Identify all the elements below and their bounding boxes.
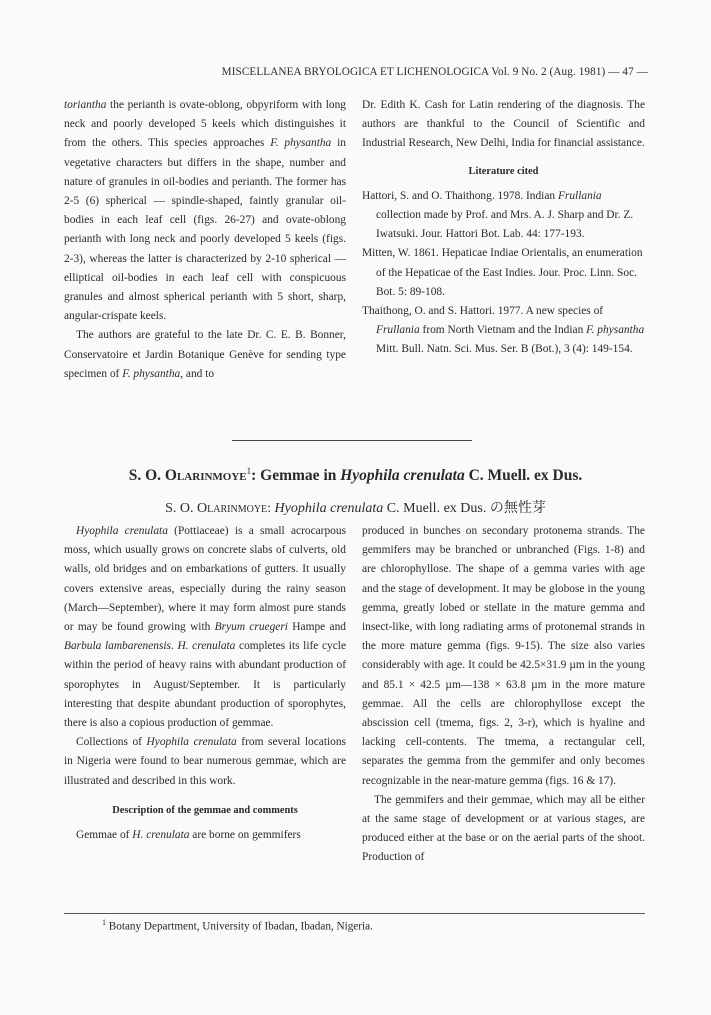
running-head: MISCELLANEA BRYOLOGICA ET LICHENOLOGICA Vol. 9 No. 2 (Aug. 1981) — 47 — <box>221 66 648 78</box>
paragraph: The gemmifers and their gemmae, which may all be either at the same stage of development or at various stages, are produced either at the base or on the aerial parts of the shoot. Production of <box>362 793 645 864</box>
reference-item: Mitten, W. 1861. Hepaticae Indiae Orientalis, an enumeration of the Hepaticae of the East Indies. Jour. Proc. Linn. Soc. Bot. 5: 89-108. <box>362 247 643 298</box>
article-right-column <box>362 522 645 868</box>
footnote-rule <box>64 913 645 914</box>
prev-article-right-column <box>362 96 645 360</box>
article-subtitle-japanese: S. O. Olarinmoye: Hyophila crenulata C. Muell. ex Dus. の無性芽 <box>165 501 546 516</box>
article-title: S. O. Olarinmoye$^1$: Gemmae in Hyophila crenulata C. Muell. ex Dus. <box>128 466 583 485</box>
paragraph: Hyophila crenulata (Pottiaceae) is a small acrocarpous moss, which usually grows on concrete slabs of culverts, old walls, old bridges and on embarkations of gutters. It usually covers extensive areas, especially during the rainy season (March—September), where it may form almost pure stands or may be found growing with Bryum cruegeri Hampe and Barbula lambarenensis. H. crenulata completes its life cycle within the period of heavy rains with abundant production of sporophytes in August/September. It is particularly interesting that despite abundant production of sporophytes, there is also a copious production of gemmae. <box>64 525 347 730</box>
paragraph: Gemmae of H. crenulata are borne on gemmifers <box>76 829 301 842</box>
literature-cited-heading: Literature cited <box>468 165 539 177</box>
paragraph: produced in bunches on secondary protonema strands. The gemmifers may be branched or unbranched (Figs. 1-8) and are chlorophyllose. The shape of a gemma varies with age and the stage of development. It may be globose in the young gemma, greatly lobed or stellate in the mature gemma and insect-like, with long radiating arms of protonemal strands in the more mature gemma (figs. 9-15). The size also varies considerably with age. It could be 42.5×31.9 µm in the young and 85.1 × 42.5 µm—138 × 63.8 µm in the more mature gemmae. All the cells are chlorophyllose except the abscission cell (tmema, figs. 2, 3-r), which is hyaline and lacking cell-contents. The tmema, a rectangular cell, separates the gemma from the gemmifer and only becomes recognizable in the near-mature gemma (figs. 16 & 17). <box>362 525 645 787</box>
reference-item: Hattori, S. and O. Thaithong. 1978. Indian Frullania collection made by Prof. and Mrs. A. J. Sharp and Dr. Z. Iwatsuki. Jour. Hattori Bot. Lab. 44: 177-193. <box>362 189 634 241</box>
footnote-marker: 1 <box>246 466 252 476</box>
article-left-column <box>64 522 346 845</box>
article-divider <box>232 440 472 441</box>
prev-article-left-column <box>64 96 346 384</box>
paragraph: Dr. Edith K. Cash for Latin rendering of the diagnosis. The authors are thankful to the Council of Scientific and Industrial Research, New Delhi, India for financial assistance. <box>362 99 645 150</box>
paragraph: Collections of Hyophila crenulata from several locations in Nigeria were found to bear numerous gemmae, which are illustrated and described in this work. <box>64 736 346 787</box>
reference-item: Thaithong, O. and S. Hattori. 1977. A new species of Frullania from North Vietnam and the Indian F. physantha Mitt. Bull. Natn. Sci. Mus. Ser. B (Bot.), 3 (4): 149-154. <box>362 305 645 356</box>
section-heading: Description of the gemmae and comments <box>112 804 298 816</box>
acknowledgement-paragraph: The authors are grateful to the late Dr. C. E. B. Bonner, Conservatoire et Jardin Botanique Genève for sending type specimen of F. physantha, and to <box>64 329 346 380</box>
footnote: $^1$ Botany Department, University of Ibadan, Ibadan, Nigeria. <box>102 918 373 933</box>
paragraph: toriantha the perianth is ovate-oblong, obpyriform with long neck and poorly developed 5 keels which distinguishes it from the others. This species approaches F. physantha in vegetative characters but differs in the shape, number and nature of granules in oil-bodies and perianth. The former has 2-5 (6) spherical — spindle-shaped, faintly granular oil-bodies in each leaf cell (figs. 26-27) and ovate-oblong perianth with long neck and poorly developed 5 keels (figs. 2-3), whereas the latter is characterized by 2-10 spherical — elliptical oil-bodies in each leaf cell with conspicuous granules and almost spherical perianth with 5 short, sharp, angular-crispate keels. <box>64 99 346 323</box>
